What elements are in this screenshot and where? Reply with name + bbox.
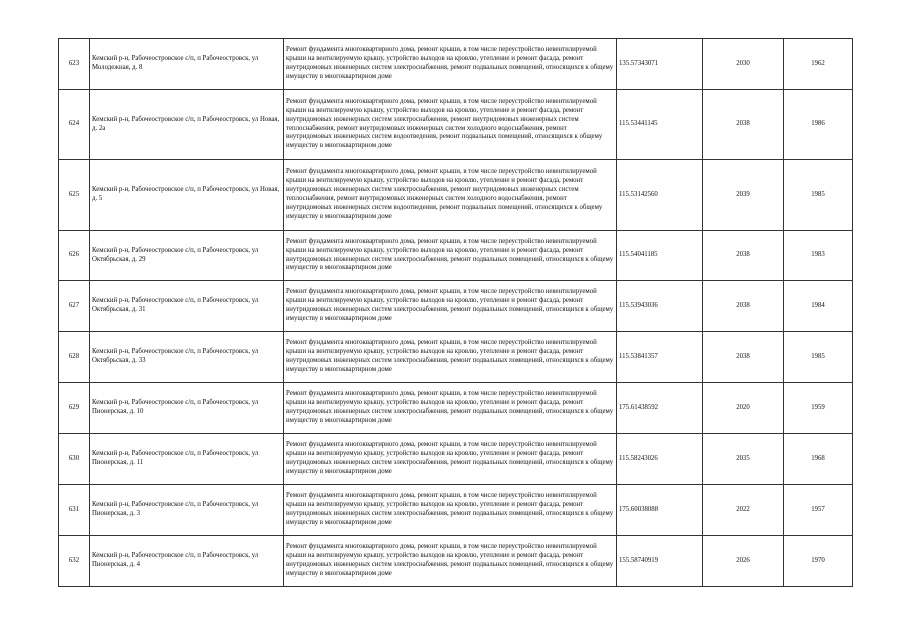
repair-program-table <box>58 38 853 587</box>
building-address: Кемский р-н, Рабочеостровское с/п, п Рабочеостровск, ул Новая, д. 2а <box>90 90 284 160</box>
table-row <box>59 281 853 332</box>
repair-works: Ремонт фундамента многоквартирного дома, ремонт крыши, в том числе переустройство невентилируемой крыши на вентилируемую крышу, устройство выходов на кровлю, утепление и ремонт фасада, ремонт внутридомовых инженерных систем электроснабжения, ремонт подвальных помещений, относящихся к общему имуществу в многоквартирном доме <box>284 39 617 90</box>
construction-year: 1985 <box>784 332 853 383</box>
table-row <box>59 39 853 90</box>
construction-year: 1970 <box>784 536 853 587</box>
planned-year: 2038 <box>703 281 784 332</box>
planned-year: 2030 <box>703 39 784 90</box>
planned-year: 2039 <box>703 160 784 231</box>
row-number: 632 <box>59 536 90 587</box>
cost-value: 115.53841357 <box>617 332 703 383</box>
building-address: Кемский р-н, Рабочеостровское с/п, п Рабочеостровск, ул Молодежная, д. 8 <box>90 39 284 90</box>
construction-year: 1984 <box>784 281 853 332</box>
row-number: 630 <box>59 434 90 485</box>
construction-year: 1968 <box>784 434 853 485</box>
cost-value: 175.61438592 <box>617 383 703 434</box>
cost-value: 115.53142560 <box>617 160 703 231</box>
planned-year: 2038 <box>703 90 784 160</box>
table-row <box>59 383 853 434</box>
building-address: Кемский р-н, Рабочеостровское с/п, п Рабочеостровск, ул Пионерская, д. 10 <box>90 383 284 434</box>
planned-year: 2038 <box>703 332 784 383</box>
repair-works: Ремонт фундамента многоквартирного дома, ремонт крыши, в том числе переустройство невентилируемой крыши на вентилируемую крышу, устройство выходов на кровлю, утепление и ремонт фасада, ремонт внутридомовых инженерных систем электроснабжения, ремонт подвальных помещений, относящихся к общему имуществу в многоквартирном доме <box>284 281 617 332</box>
table-row <box>59 485 853 536</box>
row-number: 624 <box>59 90 90 160</box>
table-row <box>59 434 853 485</box>
table-row <box>59 160 853 231</box>
construction-year: 1985 <box>784 160 853 231</box>
cost-value: 155.58740919 <box>617 536 703 587</box>
planned-year: 2020 <box>703 383 784 434</box>
row-number: 625 <box>59 160 90 231</box>
repair-works: Ремонт фундамента многоквартирного дома, ремонт крыши, в том числе переустройство невентилируемой крыши на вентилируемую крышу, устройство выходов на кровлю, утепление и ремонт фасада, ремонт внутридомовых инженерных систем электроснабжения, ремонт подвальных помещений, относящихся к общему имуществу в многоквартирном доме <box>284 536 617 587</box>
planned-year: 2022 <box>703 485 784 536</box>
table-row <box>59 332 853 383</box>
construction-year: 1957 <box>784 485 853 536</box>
building-address: Кемский р-н, Рабочеостровское с/п, п Рабочеостровск, ул Пионерская, д. 4 <box>90 536 284 587</box>
row-number: 629 <box>59 383 90 434</box>
row-number: 626 <box>59 231 90 281</box>
row-number: 623 <box>59 39 90 90</box>
building-address: Кемский р-н, Рабочеостровское с/п, п Рабочеостровск, ул Октябрьская, д. 33 <box>90 332 284 383</box>
repair-works: Ремонт фундамента многоквартирного дома, ремонт крыши, в том числе переустройство невентилируемой крыши на вентилируемую крышу, устройство выходов на кровлю, утепление и ремонт фасада, ремонт внутридомовых инженерных систем электроснабжения, ремонт подвальных помещений, относящихся к общему имуществу в многоквартирном доме <box>284 485 617 536</box>
repair-works: Ремонт фундамента многоквартирного дома, ремонт крыши, в том числе переустройство невентилируемой крыши на вентилируемую крышу, устройство выходов на кровлю, утепление и ремонт фасада, ремонт внутридомовых инженерных систем электроснабжения, ремонт подвальных помещений, относящихся к общему имуществу в многоквартирном доме <box>284 231 617 281</box>
cost-value: 115.58243026 <box>617 434 703 485</box>
planned-year: 2026 <box>703 536 784 587</box>
planned-year: 2035 <box>703 434 784 485</box>
construction-year: 1983 <box>784 231 853 281</box>
cost-value: 115.53441145 <box>617 90 703 160</box>
building-address: Кемский р-н, Рабочеостровское с/п, п Рабочеостровск, ул Октябрьская, д. 31 <box>90 281 284 332</box>
construction-year: 1959 <box>784 383 853 434</box>
cost-value: 175.60038088 <box>617 485 703 536</box>
construction-year: 1986 <box>784 90 853 160</box>
row-number: 627 <box>59 281 90 332</box>
row-number: 628 <box>59 332 90 383</box>
planned-year: 2038 <box>703 231 784 281</box>
table-row <box>59 231 853 281</box>
row-number: 631 <box>59 485 90 536</box>
repair-works: Ремонт фундамента многоквартирного дома, ремонт крыши, в том числе переустройство невентилируемой крыши на вентилируемую крышу, устройство выходов на кровлю, утепление и ремонт фасада, ремонт внутридомовых инженерных систем электроснабжения, ремонт внутридомовых инженерных систем теплоснабжения, ремонт внутридомовых инженерных систем холодного водоснабжения, ремонт внутридомовых инженерных систем водоотведения, ремонт подвальных помещений, относящихся к общему имуществу в многоквартирном доме <box>284 90 617 160</box>
repair-works: Ремонт фундамента многоквартирного дома, ремонт крыши, в том числе переустройство невентилируемой крыши на вентилируемую крышу, устройство выходов на кровлю, утепление и ремонт фасада, ремонт внутридомовых инженерных систем электроснабжения, ремонт подвальных помещений, относящихся к общему имуществу в многоквартирном доме <box>284 383 617 434</box>
building-address: Кемский р-н, Рабочеостровское с/п, п Рабочеостровск, ул Октябрьская, д. 29 <box>90 231 284 281</box>
cost-value: 135.57343071 <box>617 39 703 90</box>
building-address: Кемский р-н, Рабочеостровское с/п, п Рабочеостровск, ул Пионерская, д. 3 <box>90 485 284 536</box>
table-row <box>59 536 853 587</box>
building-address: Кемский р-н, Рабочеостровское с/п, п Рабочеостровск, ул Новая, д. 5 <box>90 160 284 231</box>
building-address: Кемский р-н, Рабочеостровское с/п, п Рабочеостровск, ул Пионерская, д. 11 <box>90 434 284 485</box>
table-row <box>59 90 853 160</box>
cost-value: 115.53943036 <box>617 281 703 332</box>
cost-value: 115.54041185 <box>617 231 703 281</box>
repair-works: Ремонт фундамента многоквартирного дома, ремонт крыши, в том числе переустройство невентилируемой крыши на вентилируемую крышу, устройство выходов на кровлю, утепление и ремонт фасада, ремонт внутридомовых инженерных систем электроснабжения, ремонт внутридомовых инженерных систем теплоснабжения, ремонт внутридомовых инженерных систем холодного водоснабжения, ремонт внутридомовых инженерных систем водоотведения, ремонт подвальных помещений, относящихся к общему имуществу в многоквартирном доме <box>284 160 617 231</box>
construction-year: 1962 <box>784 39 853 90</box>
repair-works: Ремонт фундамента многоквартирного дома, ремонт крыши, в том числе переустройство невентилируемой крыши на вентилируемую крышу, устройство выходов на кровлю, утепление и ремонт фасада, ремонт внутридомовых инженерных систем электроснабжения, ремонт подвальных помещений, относящихся к общему имуществу в многоквартирном доме <box>284 434 617 485</box>
repair-works: Ремонт фундамента многоквартирного дома, ремонт крыши, в том числе переустройство невентилируемой крыши на вентилируемую крышу, устройство выходов на кровлю, утепление и ремонт фасада, ремонт внутридомовых инженерных систем электроснабжения, ремонт подвальных помещений, относящихся к общему имуществу в многоквартирном доме <box>284 332 617 383</box>
